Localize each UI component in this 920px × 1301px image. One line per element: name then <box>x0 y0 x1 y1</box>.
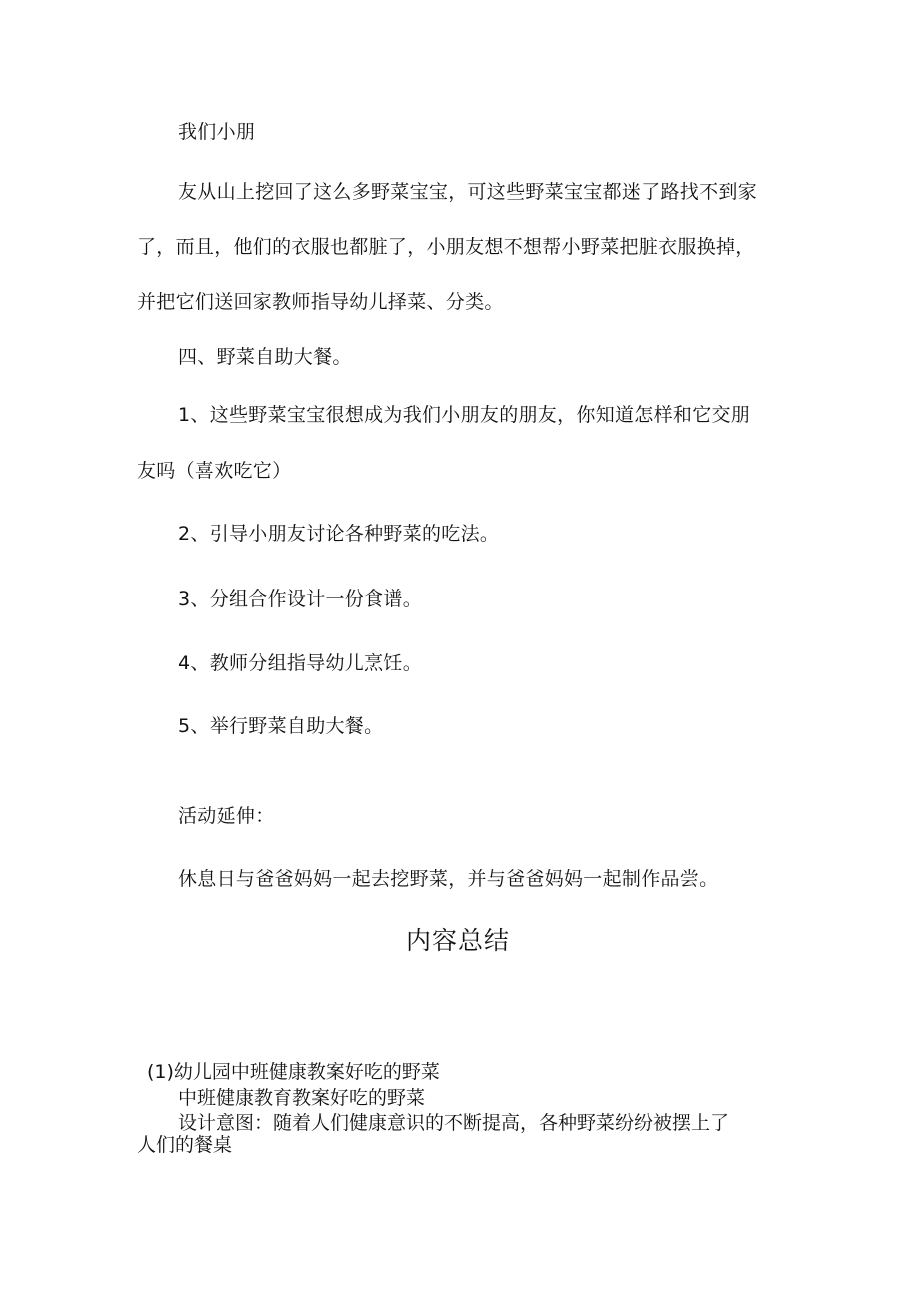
extension-label: 活动延伸： <box>178 805 275 827</box>
summary-line: 中班健康教育教案好吃的野菜 <box>178 1087 426 1109</box>
paragraph-line: 友从山上挖回了这么多野菜宝宝，可这些野菜宝宝都迷了路找不到家 <box>178 181 758 203</box>
list-item-continuation: 友吗（喜欢吃它） <box>137 460 292 482</box>
paragraph-fragment: 我们小朋 <box>178 121 256 143</box>
list-item: 5、举行野菜自助大餐。 <box>178 715 384 737</box>
list-item: 1、这些野菜宝宝很想成为我们小朋友的朋友，你知道怎样和它交朋 <box>178 404 751 426</box>
list-item: 2、引导小朋友讨论各种野菜的吃法。 <box>178 523 500 545</box>
list-item: 3、分组合作设计一份食谱。 <box>178 588 422 610</box>
summary-line: 人们的餐桌 <box>137 1134 233 1156</box>
summary-line: 设计意图：随着人们健康意识的不断提高，各种野菜纷纷被摆上了 <box>178 1112 730 1134</box>
section-heading: 四、野菜自助大餐。 <box>178 346 352 368</box>
extension-text: 休息日与爸爸妈妈一起去挖野菜，并与爸爸妈妈一起制作品尝。 <box>178 868 719 890</box>
list-item: 4、教师分组指导幼儿烹饪。 <box>178 652 422 674</box>
paragraph-line: 并把它们送回家教师指导幼儿择菜、分类。 <box>137 291 504 313</box>
paragraph-line: 了，而且，他们的衣服也都脏了，小朋友想不想帮小野菜把脏衣服换掉， <box>137 236 755 258</box>
summary-line: (1)幼儿园中班健康教案好吃的野菜 <box>147 1061 440 1083</box>
summary-heading: 内容总结 <box>406 926 511 955</box>
